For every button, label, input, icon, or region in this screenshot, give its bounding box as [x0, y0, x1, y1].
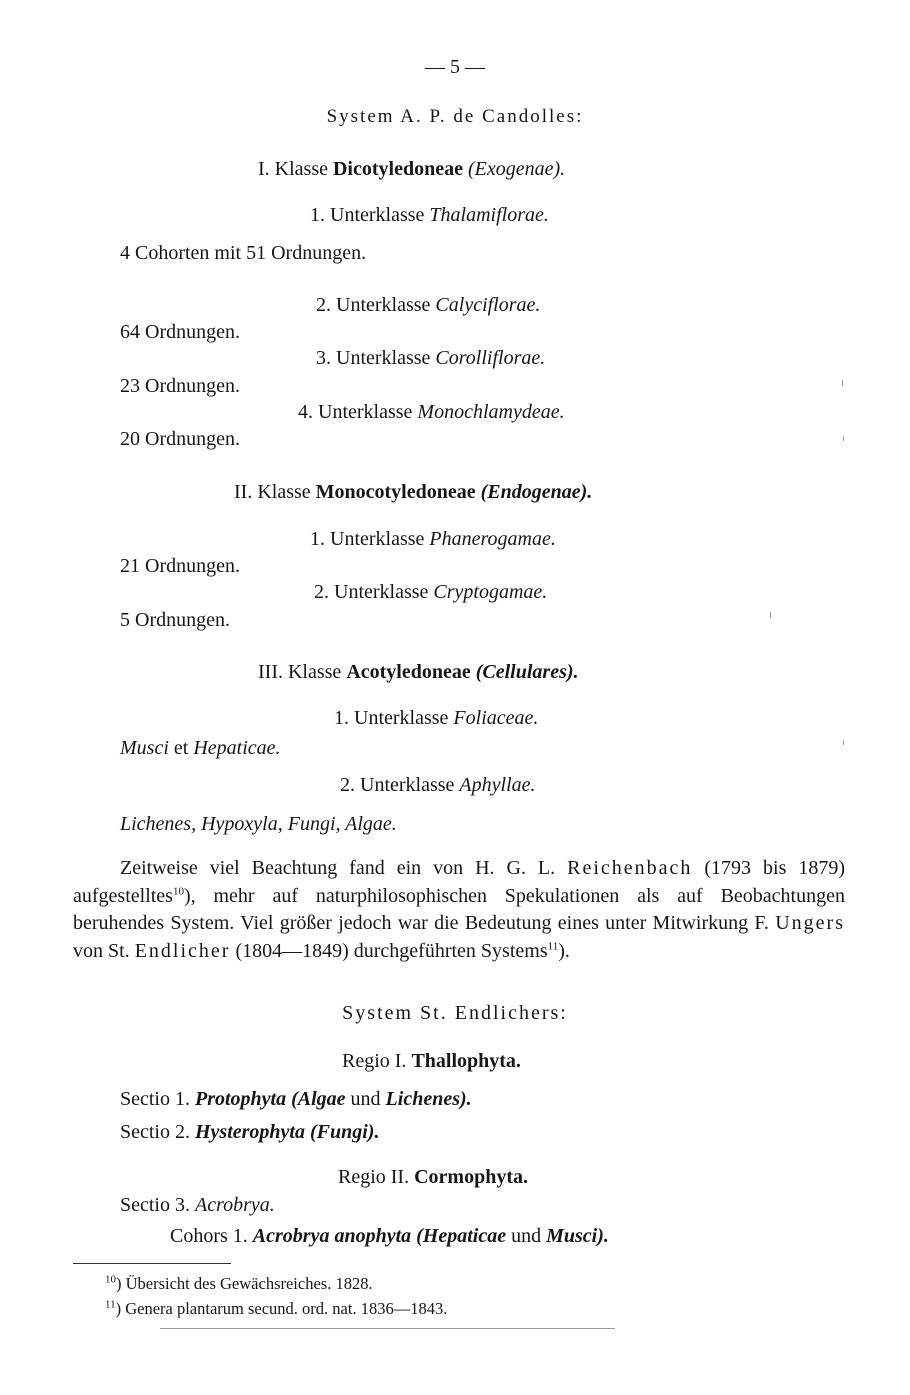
subclass-3-1-note — [120, 736, 281, 760]
sectio-1 — [120, 1087, 472, 1111]
regio-name: Thallophyta. — [411, 1050, 521, 1072]
footnote-11 — [105, 1298, 447, 1320]
sectio-name: Acrobrya. — [195, 1194, 275, 1216]
subclass-1-1 — [310, 203, 549, 227]
sectio-3 — [120, 1193, 275, 1217]
sectio-name: Lichenes). — [385, 1088, 472, 1110]
subclass-name: Calyciflorae. — [435, 294, 541, 316]
sectio-name: Hysterophyta (Fungi). — [195, 1121, 380, 1143]
sectio-label: Sectio 1. — [120, 1088, 195, 1110]
regio-2-heading — [338, 1165, 528, 1189]
paragraph-text: ). — [558, 939, 570, 962]
subclass-name: Foliaceae. — [453, 707, 539, 729]
cohors-name: Musci). — [546, 1225, 609, 1247]
body-paragraph — [73, 855, 845, 965]
conjunction: und — [506, 1225, 547, 1247]
class-2-heading — [234, 480, 592, 504]
subclass-3-2 — [340, 773, 536, 797]
paragraph-text: (1793 bis 1879) aufgestelltes — [73, 857, 845, 907]
system-heading-candolle: System A. P. de Candolles: — [326, 106, 584, 127]
subclass-2-1-note: 21 Ordnungen. — [120, 555, 240, 577]
footnote-text: ) Übersicht des Gewächsreiches. 1828. — [116, 1274, 373, 1293]
sectio-label: Sectio 3. — [120, 1194, 195, 1216]
subclass-name: Corolliflorae. — [435, 347, 546, 369]
subclass-1-3-note: 23 Ordnungen. — [120, 375, 240, 397]
regio-name: Cormophyta. — [414, 1166, 528, 1188]
class-3-heading — [258, 660, 579, 684]
subclass-label: 1. Unterklasse — [310, 528, 430, 550]
subclass-1-2 — [316, 293, 540, 317]
class-1-name: Dicotyledoneae — [332, 158, 463, 180]
subclass-3-1 — [334, 706, 538, 730]
regio-label: Regio II. — [338, 1166, 415, 1188]
author-name: Endlicher — [134, 939, 231, 962]
footnote-ref: 10 — [172, 884, 184, 897]
class-3-name: Acotyledoneae — [346, 661, 471, 683]
class-2-name: Monocotyledoneae — [315, 481, 476, 503]
subclass-1-2-note: 64 Ordnungen. — [120, 321, 240, 343]
subclass-2-1 — [310, 527, 556, 551]
class-2-number: II. Klasse — [234, 481, 316, 503]
subclass-label: 3. Unterklasse — [316, 347, 436, 369]
subclass-label: 2. Unterklasse — [314, 581, 434, 603]
paragraph-text: Zeitweise viel Beachtung fand ein von H. G. L. — [120, 857, 568, 879]
system-heading-endlicher: System St. Endlichers: — [342, 1002, 568, 1024]
footnote-text: ) Genera plantarum secund. ord. nat. 1836—1843. — [115, 1299, 448, 1318]
conjunction: et — [168, 737, 194, 759]
footnote-ref: 11 — [547, 939, 559, 952]
subclass-2-2-note: 5 Ordnungen. — [120, 609, 230, 631]
subclass-1-3 — [316, 346, 545, 370]
regio-label: Regio I. — [342, 1050, 412, 1072]
class-1-heading — [258, 157, 565, 181]
subclass-name: Phanerogamae. — [429, 528, 556, 550]
subclass-label: 1. Unterklasse — [310, 204, 430, 226]
footnote-mark: 10 — [105, 1273, 116, 1286]
subclass-1-4-note: 20 Ordnungen. — [120, 428, 240, 450]
footnote-separator — [73, 1263, 231, 1264]
class-3-alt-name: (Cellulares). — [470, 661, 579, 683]
sectio-label: Sectio 2. — [120, 1121, 195, 1143]
paragraph-text: (1804—1849) durchgeführten Systems — [230, 939, 548, 962]
paragraph-text: von St. — [73, 939, 135, 962]
conjunction: und — [345, 1088, 386, 1110]
cohors-name: Acrobrya anophyta (Hepaticae — [252, 1225, 507, 1247]
sectio-2 — [120, 1120, 379, 1144]
subclass-name: Cryptogamae. — [433, 581, 548, 603]
subclass-2-2 — [314, 580, 547, 604]
class-2-alt-name: (Endogenae). — [475, 481, 593, 503]
footnote-10 — [105, 1273, 373, 1295]
subclass-name: Aphyllae. — [459, 774, 536, 796]
bottom-scan-line — [160, 1328, 615, 1329]
regio-1-heading — [342, 1049, 521, 1073]
author-name: Reichenbach — [567, 857, 693, 879]
subclass-name: Thalamiflorae. — [429, 204, 549, 226]
sectio-name: Protophyta (Algae — [195, 1088, 346, 1110]
page-number: — 5 — — [425, 56, 485, 78]
taxon-name: Hepaticae. — [193, 737, 281, 759]
class-1-alt-name: (Exogenae). — [462, 158, 566, 180]
subclass-name: Monochlamydeae. — [417, 401, 565, 423]
subclass-1-4 — [298, 400, 565, 424]
class-3-number: III. Klasse — [258, 661, 347, 683]
scan-speck — [770, 612, 771, 618]
subclass-3-2-note: Lichenes, Hypoxyla, Fungi, Algae. — [120, 813, 397, 835]
scan-speck — [843, 740, 844, 745]
subclass-label: 2. Unterklasse — [340, 774, 460, 796]
taxon-name: Musci — [120, 737, 169, 759]
subclass-1-1-note: 4 Cohorten mit 51 Ordnungen. — [120, 242, 367, 264]
subclass-label: 2. Unterklasse — [316, 294, 436, 316]
class-1-number: I. Klasse — [258, 158, 333, 180]
footnote-mark: 11 — [105, 1298, 116, 1311]
subclass-label: 1. Unterklasse — [334, 707, 454, 729]
subclass-label: 4. Unterklasse — [298, 401, 418, 423]
paragraph-text: ), mehr auf naturphilosophischen Spekulationen als auf Beobachtungen beruhendes System. Viel größer jedoch war die Bedeutung eines unter Mitwirkung F. — [73, 884, 845, 934]
cohors-label: Cohors 1. — [170, 1225, 253, 1247]
author-name: Ungers — [775, 912, 845, 934]
scan-speck — [843, 436, 844, 441]
scan-speck — [842, 380, 843, 386]
cohors-1 — [170, 1224, 609, 1248]
